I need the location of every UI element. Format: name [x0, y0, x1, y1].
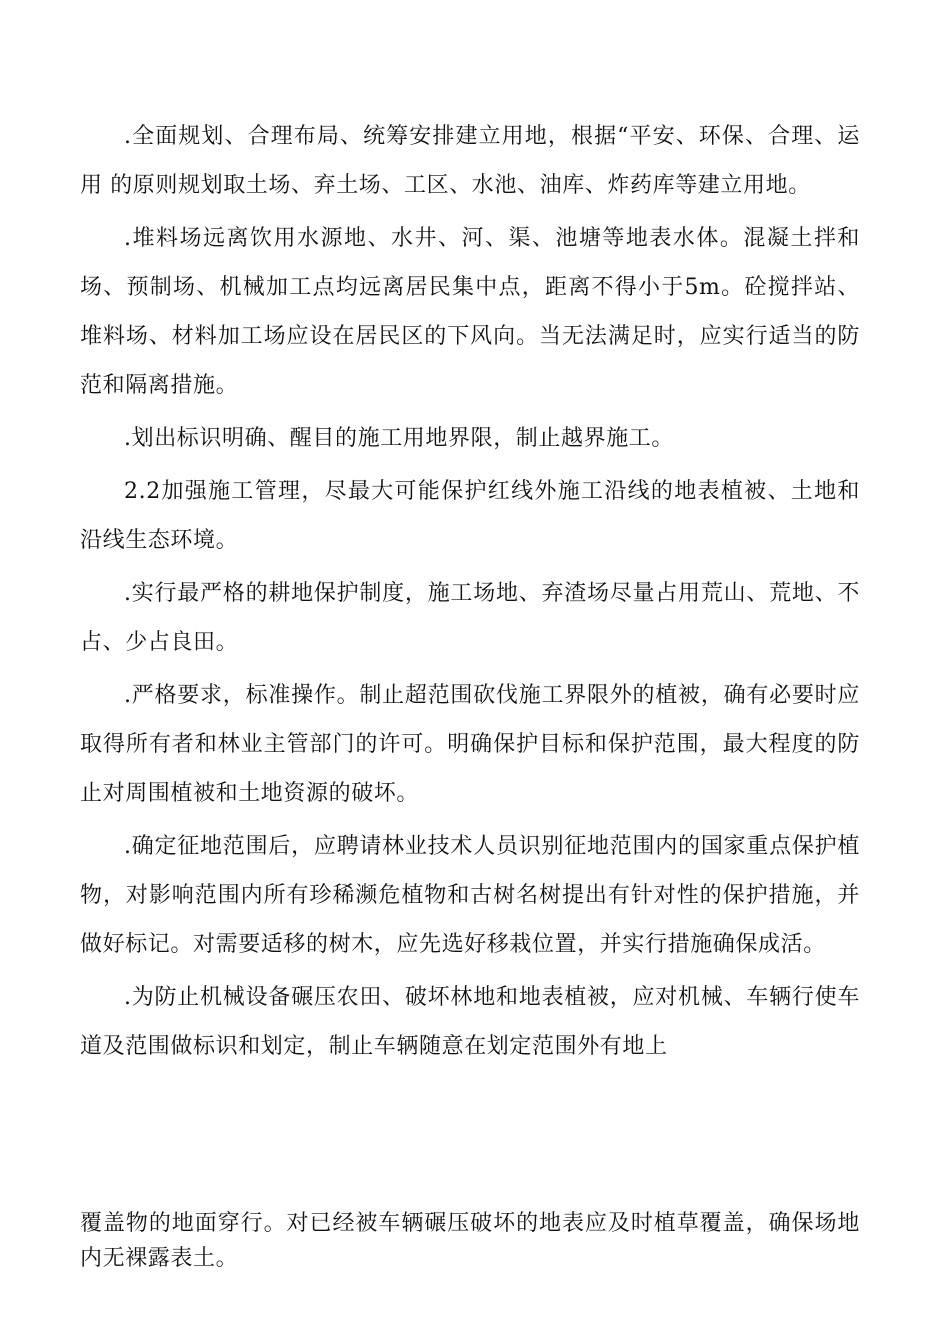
document-body [80, 112, 860, 1071]
paragraph-standard-operation: .严格要求，标准操作。制止超范围砍伐施工界限外的植被，确有必要时应取得所有者和林业主管部门的许可。明确保护目标和保护范围，最大程度的防止对周围植被和土地资源的破坏。 [80, 683, 860, 806]
paragraph-protected-plants: .确定征地范围后，应聘请林业技术人员识别征地范围内的国家重点保护植物，对影响范围内所有珍稀濒危植物和古树名树提出有针对性的保护措施，并做好标记。对需要适移的树木，应先选好移栽位置，并实行措施确保成活。 [80, 834, 860, 957]
paragraph-farmland-protection: .实行最严格的耕地保护制度，施工场地、弃渣场尽量占用荒山、荒地、不占、少占良田。 [80, 581, 860, 655]
paragraph-vehicle-routes: .为防止机械设备碾压农田、破坏林地和地表植被，应对机械、车辆行使车道及范围做标识和划定，制止车辆随意在划定范围外有地上 [80, 985, 860, 1059]
paragraph-boundary-marking: .划出标识明确、醒目的施工用地界限，制止越界施工。 [124, 426, 674, 451]
paragraph-site-planning: .全面规划、合理布局、统筹安排建立用地，根据“平安、环保、合理、运用 的原则规划取土场、弃土场、工区、水池、油库、炸药库等建立用地。 [80, 124, 860, 198]
paragraph-stockyard-location: .堆料场远离饮用水源地、水井、河、渠、池塘等地表水体。混凝土拌和场、预制场、机械加工点均远离居民集中点，距离不得小于5m。砼搅拌站、堆料场、材料加工场应设在居民区的下风向。当无法满足时，应实行适当的防范和隔离措施。 [80, 226, 860, 398]
paragraph-continuation: 覆盖物的地面穿行。对已经被车辆碾压破坏的地表应及时植草覆盖，确保场地内无裸露表土。 [80, 1211, 860, 1271]
section-heading-2-2: 2.2加强施工管理，尽最大可能保护红线外施工沿线的地表植被、土地和沿线生态环境。 [80, 479, 860, 553]
